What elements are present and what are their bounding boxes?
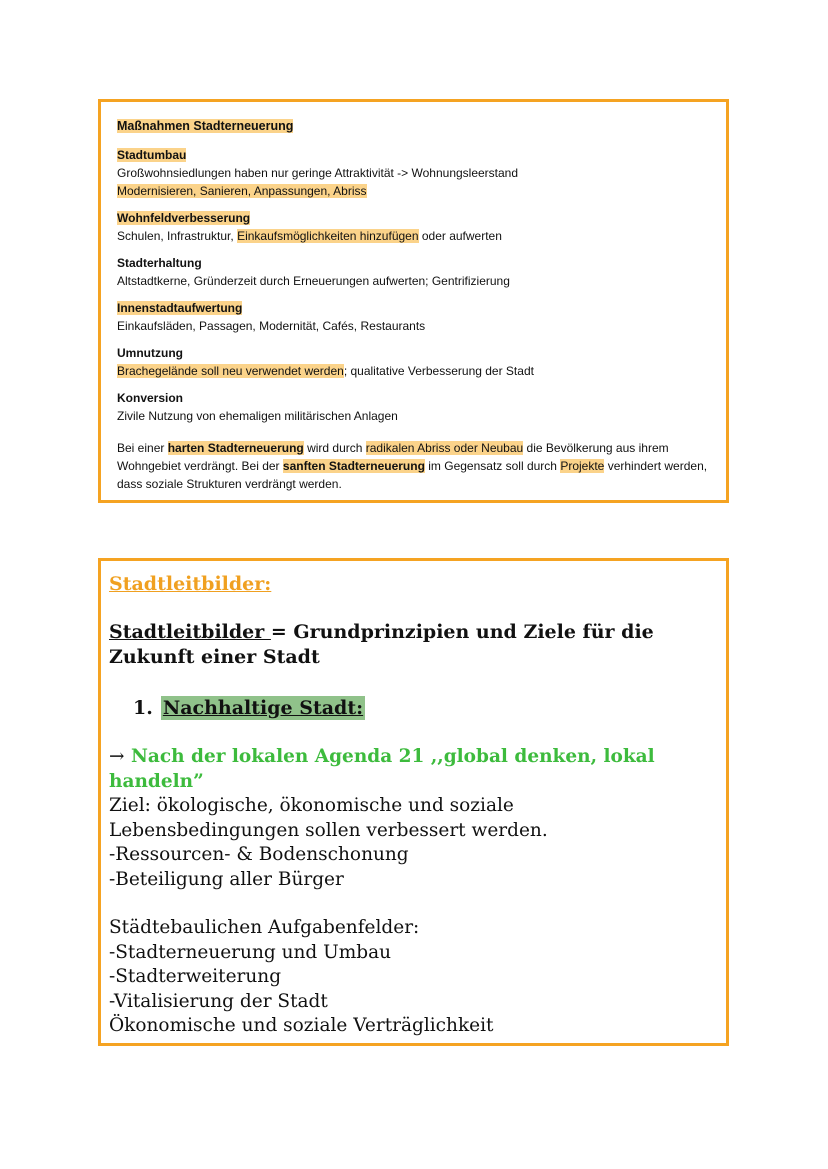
city-models-title: Stadtleitbilder: [109, 573, 272, 595]
definition [109, 620, 718, 670]
text-line: Ökonomische und soziale Verträglichkeit [109, 1015, 494, 1036]
section-highlight: Modernisieren, Sanieren, Anpassungen, Abriss [117, 184, 367, 198]
section-text: Einkaufsläden, Passagen, Modernität, Cafés, Restaurants [117, 319, 426, 333]
list-heading-1 [133, 694, 718, 722]
text-line: -Stadterneuerung und Umbau [109, 941, 392, 963]
section-heading: Umnutzung [117, 346, 183, 360]
section-stadterhaltung [117, 255, 710, 290]
text-line: Lebensbedingungen sollen verbessert werden. [109, 819, 548, 841]
summary-paragraph: Bei einer harten Stadterneuerung wird durch radikalen Abriss oder Neubau die Bevölkerung aus ihrem Wohngebiet verdrängt. Bei der sanften Stadterneuerung im Gegensatz soll durch Projekte verhindert werden, dass soziale Strukturen verdrängt werden. [117, 441, 708, 491]
measures-box [98, 99, 729, 503]
city-models-box [98, 558, 729, 1046]
list-heading-label: Nachhaltige Stadt: [162, 697, 364, 719]
text-line: -Beteiligung aller Bürger [109, 868, 344, 890]
section-highlight: Brachegelände soll neu verwendet werden [117, 364, 344, 378]
text-line: Städtebaulichen Aufgabenfelder: [109, 917, 420, 938]
section-stadtumbau [117, 147, 710, 200]
text-line: -Stadterweiterung [109, 966, 282, 987]
section-heading: Konversion [117, 391, 184, 405]
section-konversion [117, 390, 710, 425]
measures-title: Maßnahmen Stadterneuerung [117, 119, 294, 133]
section-heading: Wohnfeldverbesserung [117, 211, 251, 225]
section-text: Schulen, Infrastruktur, [117, 229, 238, 243]
definition-text: = Grundprinzipien und Ziele für die Zukunft einer Stadt [109, 621, 654, 668]
section-text: Großwohnsiedlungen haben nur geringe Attraktivität -> Wohnungsleerstand [117, 166, 519, 180]
arrow-icon: → [109, 746, 125, 767]
section-heading: Stadtumbau [117, 148, 187, 162]
highlight-phrase: Projekte [560, 459, 605, 473]
text-line: Ziel: ökologische, ökonomische und soziale [109, 795, 514, 816]
text-line: -Vitalisierung der Stadt [109, 990, 328, 1012]
definition-term: Stadtleitbilder [109, 621, 271, 643]
section-text: Zivile Nutzung von ehemaligen militärischen Anlagen [117, 409, 398, 423]
agenda-line: → Nach der lokalen Agenda 21 ,,global denken, lokal handeln” [109, 746, 655, 792]
highlight-term: sanften Stadterneuerung [282, 459, 425, 473]
section-heading: Stadterhaltung [117, 256, 202, 270]
highlight-phrase: radikalen Abriss oder Neubau [365, 441, 524, 455]
section-wohnfeldverbesserung [117, 210, 710, 245]
section-highlight: Einkaufsmöglichkeiten hinzufügen [237, 229, 419, 243]
section-text: Altstadtkerne, Gründerzeit durch Erneuerungen aufwerten; Gentrifizierung [117, 274, 510, 288]
list-number: 1. [133, 697, 153, 719]
highlight-term: harten Stadterneuerung [167, 441, 304, 455]
text-line: -Ressourcen- & Bodenschonung [109, 844, 409, 865]
section-text: oder aufwerten [418, 229, 502, 243]
section-text: ; qualitative Verbesserung der Stadt [343, 364, 534, 378]
section-innenstadtaufwertung [117, 300, 710, 335]
section-umnutzung [117, 345, 710, 380]
section-heading: Innenstadtaufwertung [117, 301, 243, 315]
